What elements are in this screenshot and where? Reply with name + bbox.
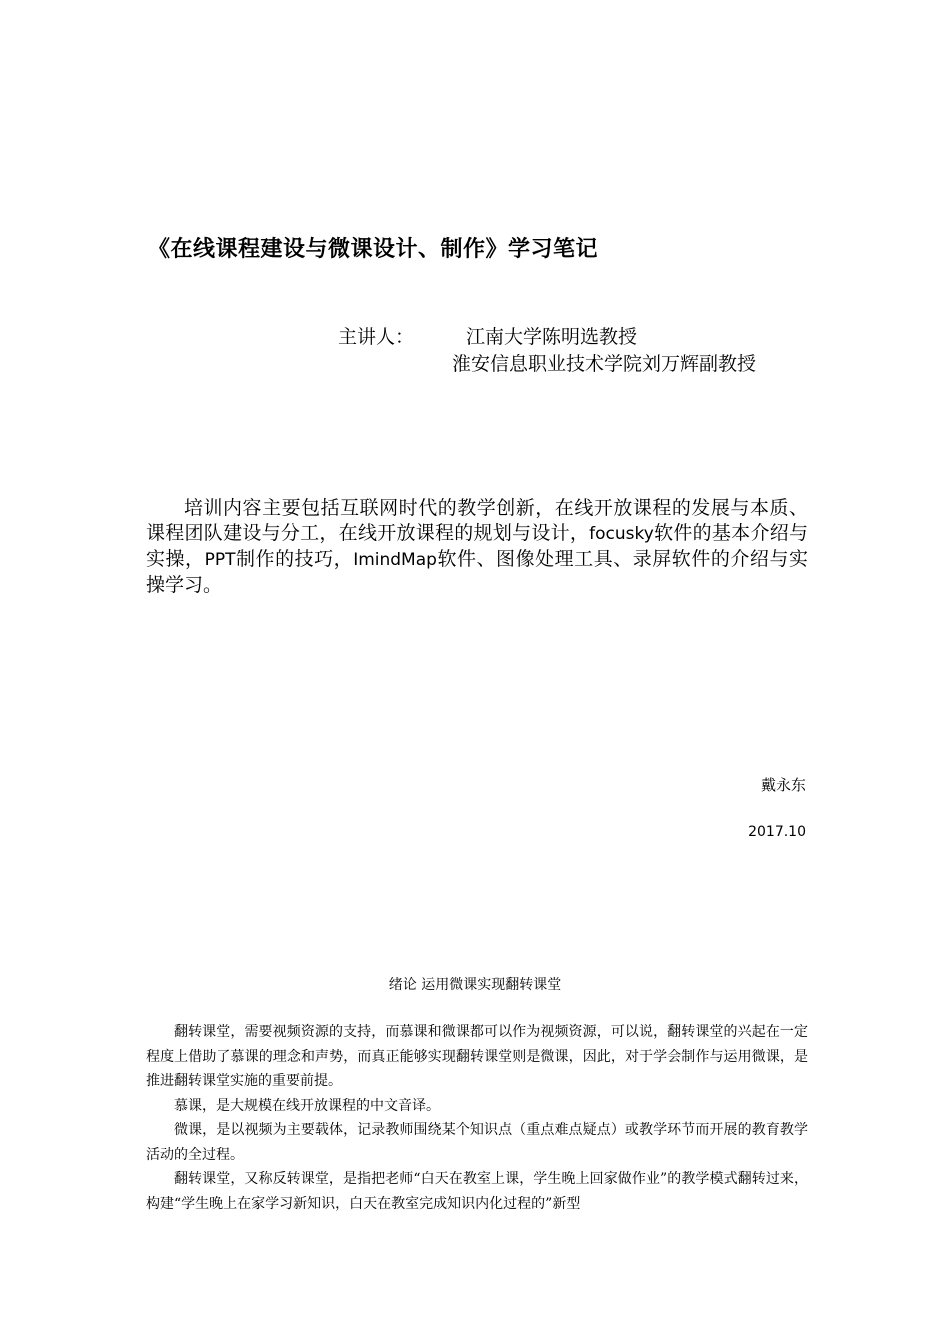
summary-text: 软件、图像处理工具、录屏软件的介绍与实操学习。	[146, 548, 808, 596]
summary-text: 制作的技巧，	[235, 548, 354, 570]
body-paragraph: 微课，是以视频为主要载体，记录教师围绕某个知识点（重点难点疑点）或教学环节而开展的教育教学活动的全过程。	[146, 1122, 808, 1163]
summary-text: 培训内容主要包括互联网时代的教学创新，在线开放课程的发展与本质、课程团队建设与分工，在线开放课程的规划与设计，	[146, 497, 808, 544]
training-summary	[146, 496, 808, 598]
body-paragraph: 慕课，是大规模在线开放课程的中文音译。	[174, 1097, 440, 1114]
summary-term-focusky: focusky	[589, 524, 654, 544]
body-paragraph: 翻转课堂，需要视频资源的支持，而慕课和微课都可以作为视频资源，可以说，翻转课堂的兴起在一定程度上借助了慕课的理念和声势，而真正能够实现翻转课堂则是微课，因此，对于学会制作与运用微课，是推进翻转课堂实施的重要前提。	[146, 1024, 808, 1089]
lecturer-label: 主讲人：	[338, 326, 415, 348]
section-heading: 绪论 运用微课实现翻转课堂	[388, 977, 562, 993]
summary-text: 软件的基本介绍与实操，	[146, 522, 808, 570]
document-title: 《在线课程建设与微课设计、制作》学习笔记	[148, 237, 599, 262]
document-date: 2017.10	[748, 824, 806, 840]
summary-term-imindmap: ImindMap	[353, 550, 437, 570]
lecturer-name-2: 淮安信息职业技术学院刘万辉副教授	[452, 353, 757, 375]
author-name: 戴永东	[760, 776, 806, 794]
lecturer-name-1: 江南大学陈明选教授	[466, 326, 638, 348]
section-body	[146, 1020, 808, 1216]
body-paragraph: 翻转课堂，又称反转课堂，是指把老师“白天在教室上课，学生晚上回家做作业”的教学模式翻转过来，构建“学生晚上在家学习新知识，白天在教室完成知识内化过程的”新型	[146, 1171, 808, 1212]
summary-term-ppt: PPT	[204, 550, 236, 570]
